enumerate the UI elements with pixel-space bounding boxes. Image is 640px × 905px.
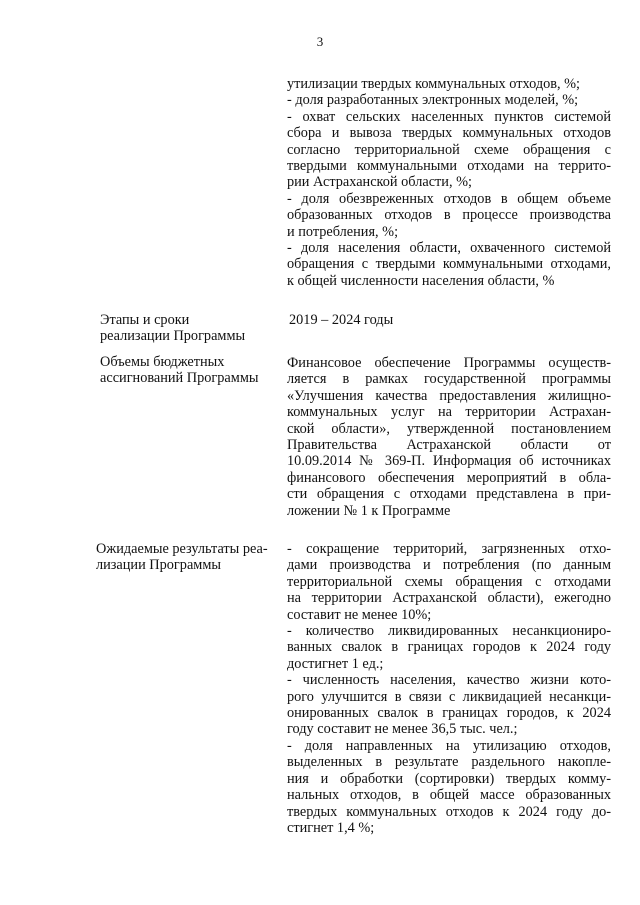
value-line: на территории Астраханской области), ежегодно bbox=[287, 590, 611, 607]
value-line: территориальной схемы обращения с отходами bbox=[287, 573, 611, 590]
row-label-budget bbox=[100, 354, 276, 387]
text-line: и потребления, %; bbox=[287, 223, 399, 240]
value-line: твердых коммунальных отходов к 2024 году до- bbox=[287, 803, 611, 820]
text-line: - доля обезвреженных отходов в общем объеме bbox=[287, 190, 611, 207]
row-value-stages bbox=[289, 312, 393, 328]
value-line: онированных свалок в границах городов, к 2024 bbox=[287, 705, 611, 722]
label-line: реализации Программы bbox=[100, 328, 246, 345]
value-line: - доля направленных на утилизацию отходов, bbox=[287, 737, 611, 754]
row-label-results bbox=[96, 541, 286, 574]
value-line: - сокращение территорий, загрязненных отхо- bbox=[287, 541, 611, 557]
value-line: нальных отходов, в общей массе образованных bbox=[287, 787, 611, 804]
value-line: сти обращения с отходами представлена в при- bbox=[287, 486, 611, 503]
text-line: согласно территориальной схеме обращения с bbox=[287, 141, 611, 158]
text-line: рии Астраханской области, %; bbox=[287, 174, 472, 191]
label-line: Объемы бюджетных bbox=[100, 354, 225, 370]
value-line: ской области», утвержденной постановлением bbox=[287, 420, 611, 437]
value-line: году составит не менее 36,5 тыс. чел.; bbox=[287, 721, 518, 738]
text-line: твердыми коммунальными отходами на террито- bbox=[287, 158, 611, 175]
value-line: ложении № 1 к Программе bbox=[287, 502, 451, 519]
value-line: выделенных в результате раздельного накопле- bbox=[287, 754, 611, 771]
value-line: финансового обеспечения мероприятий в обла- bbox=[287, 469, 611, 486]
value-line: ляется в рамках государственной программы bbox=[287, 371, 611, 388]
text-line: - охват сельских населенных пунктов системой bbox=[287, 108, 611, 125]
value-line: стигнет 1,4 %; bbox=[287, 819, 375, 836]
value-line: ванных свалок в границах городов к 2024 году bbox=[287, 639, 611, 656]
value-line: ния и обработки (сортировки) твердых комму- bbox=[287, 770, 611, 787]
text-line: - доля населения области, охваченного системой bbox=[287, 240, 611, 257]
row-label-stages bbox=[100, 312, 276, 345]
row-value-results bbox=[287, 541, 611, 836]
value-line: коммунальных услуг на территории Астрахан- bbox=[287, 404, 611, 421]
value-line: 10.09.2014 № 369-П. Информация об источниках bbox=[287, 453, 611, 470]
text-line: к общей численности населения области, % bbox=[287, 272, 555, 289]
value-line: достигнет 1 ед.; bbox=[287, 655, 384, 672]
text-line: утилизации твердых коммунальных отходов, %; bbox=[287, 76, 581, 92]
indicators-continuation bbox=[287, 76, 611, 289]
text-line: сбора и вывоза твердых коммунальных отходов bbox=[287, 125, 611, 142]
label-line: Этапы и сроки bbox=[100, 312, 190, 328]
page-number: 3 bbox=[316, 34, 324, 49]
value-line: «Улучшения качества предоставления жилищно- bbox=[287, 387, 611, 404]
label-line: ассигнований Программы bbox=[100, 370, 259, 387]
value-line: Финансовое обеспечение Программы осуществ- bbox=[287, 355, 611, 371]
value-line: составит не менее 10%; bbox=[287, 606, 432, 623]
value-line: дами производства и потребления (по данным bbox=[287, 557, 611, 574]
label-line: лизации Программы bbox=[96, 557, 221, 574]
text-line: образованных отходов в процессе производства bbox=[287, 207, 611, 224]
row-value-budget bbox=[287, 355, 611, 519]
value-line: - количество ликвидированных несанкциониро- bbox=[287, 623, 611, 640]
value-line: рого улучшится в связи с ликвидацией несанкци- bbox=[287, 688, 611, 705]
value-line: - численность населения, качество жизни кото- bbox=[287, 672, 611, 689]
label-line: Ожидаемые результаты реа- bbox=[96, 541, 268, 557]
text-line: - доля разработанных электронных моделей, %; bbox=[287, 92, 579, 109]
text-line: обращения с твердыми коммунальными отходами, bbox=[287, 256, 611, 273]
value-line: 2019 – 2024 годы bbox=[289, 312, 394, 328]
value-line: Правительства Астраханской области от bbox=[287, 437, 611, 454]
